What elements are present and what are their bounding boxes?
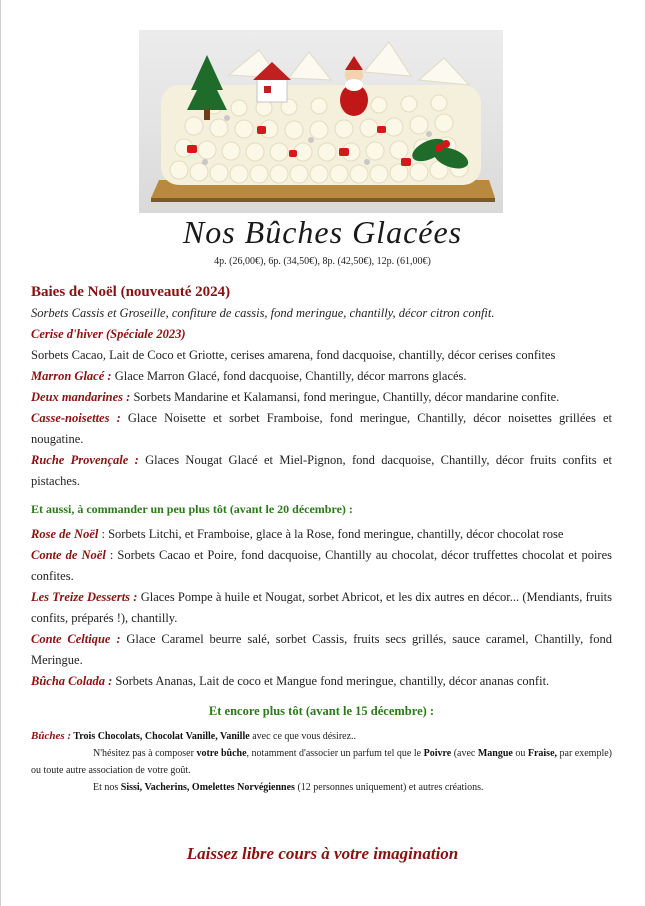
item-desc: Glaces Pompe à huile et Nougat, sorbet Abricot, et les dix autres en décor... (Mendiants, fruits confits, préparés !), chantilly. [31,590,612,625]
list-item [31,408,612,450]
item-name: Conte Celtique : [31,632,121,646]
list-item [31,387,612,408]
text: ou [512,748,528,759]
item-name: Baies de Noël (nouveauté 2024) [31,284,231,300]
item-desc: : Sorbets Cacao et Poire, fond dacquoise, Chantilly au chocolat, décor truffettes chocolat et poires confites. [31,548,612,583]
buches-line [31,728,612,745]
section-heading: Et encore plus tôt (avant le 15 décembre) : [208,704,435,718]
item-desc: Glace Marron Glacé, fond dacquoise, Chantilly, décor marrons glacés. [111,369,467,383]
page-title: Nos Bûches Glacées [182,214,463,250]
price-list: 4p. (26,00€), 6p. (34,50€), 8p. (42,50€), 12p. (61,00€) [214,256,431,267]
item-name: Ruche Provençale : [31,453,139,467]
list-item [31,524,612,545]
item-name: Marron Glacé : [31,369,112,383]
text-bold: Poivre [423,748,452,759]
list-item [31,450,612,492]
list-item [31,629,612,671]
item-desc: Sorbets Cassis et Groseille, confiture de cassis, fond meringue, chantilly, décor citron confit. [31,306,495,320]
buches-paragraph [31,745,612,779]
item-name: Casse-noisettes : [31,411,121,425]
item-desc: Glaces Nougat Glacé et Miel-Pignon, fond dacquoise, Chantilly, décor fruits confits et pistaches. [31,453,612,488]
item-desc: Sorbets Ananas, Lait de coco et Mangue fond meringue, chantilly, décor ananas confit. [112,674,550,688]
item-desc: Sorbets Cacao, Lait de Coco et Griotte, cerises amarena, fond dacquoise, chantilly, décor cerises confites [31,348,556,362]
text: N'hésitez pas à composer [93,748,197,759]
item-name: Conte de Noël [31,548,106,562]
list-item [31,671,612,692]
list-item [31,545,612,587]
text-bold: Mangue [477,748,513,759]
text: par exemple) ou toute autre association de votre goût. [31,748,612,776]
buches-flavours: Trois Chocolats, Chocolat Vanille, Vanille [71,731,250,742]
list-item [31,282,612,324]
text: Et nos [93,782,121,793]
text: (avec [451,748,478,759]
footer-tagline: Laissez libre cours à votre imagination [186,844,459,863]
hero-photo-buche [139,30,503,213]
item-desc: : Sorbets Litchi, et Framboise, glace à la Rose, fond meringue, chantilly, décor chocolat rose [98,527,564,541]
text-bold: Fraise, [527,748,558,759]
text-bold: Sissi, Vacherins, Omelettes Norvégiennes [120,782,295,793]
list-item [31,324,612,366]
item-name: Bûches : [31,730,72,742]
list-item [31,366,612,387]
text: (12 personnes uniquement) et autres créations. [294,782,484,793]
text-bold: votre bûche [196,748,247,759]
main-content [31,282,612,796]
list-item [31,587,612,629]
page-edge [0,0,1,906]
item-name: Cerise d'hiver (Spéciale 2023) [31,327,186,341]
item-name: Rose de Noël [31,527,99,541]
item-name: Les Treize Desserts : [31,590,138,604]
item-desc: Glace Caramel beurre salé, sorbet Cassis, fruits secs grillés, sauce caramel, Chantilly, fond Meringue. [31,632,613,667]
buches-paragraph [31,779,612,796]
item-desc: Sorbets Mandarine et Kalamansi, fond meringue, Chantilly, décor mandarine confite. [130,390,560,404]
buches-text: avec ce que vous désirez.. [249,731,357,742]
item-name: Bûcha Colada : [31,674,113,688]
item-desc: Glace Noisette et sorbet Framboise, fond meringue, Chantilly, décor noisettes grillées et nougatine. [31,411,612,446]
item-name: Deux mandarines : [31,390,131,404]
section-heading: Et aussi, à commander un peu plus tôt (avant le 20 décembre) : [31,502,353,516]
text: , notamment d'associer un parfum tel que le [246,748,424,759]
